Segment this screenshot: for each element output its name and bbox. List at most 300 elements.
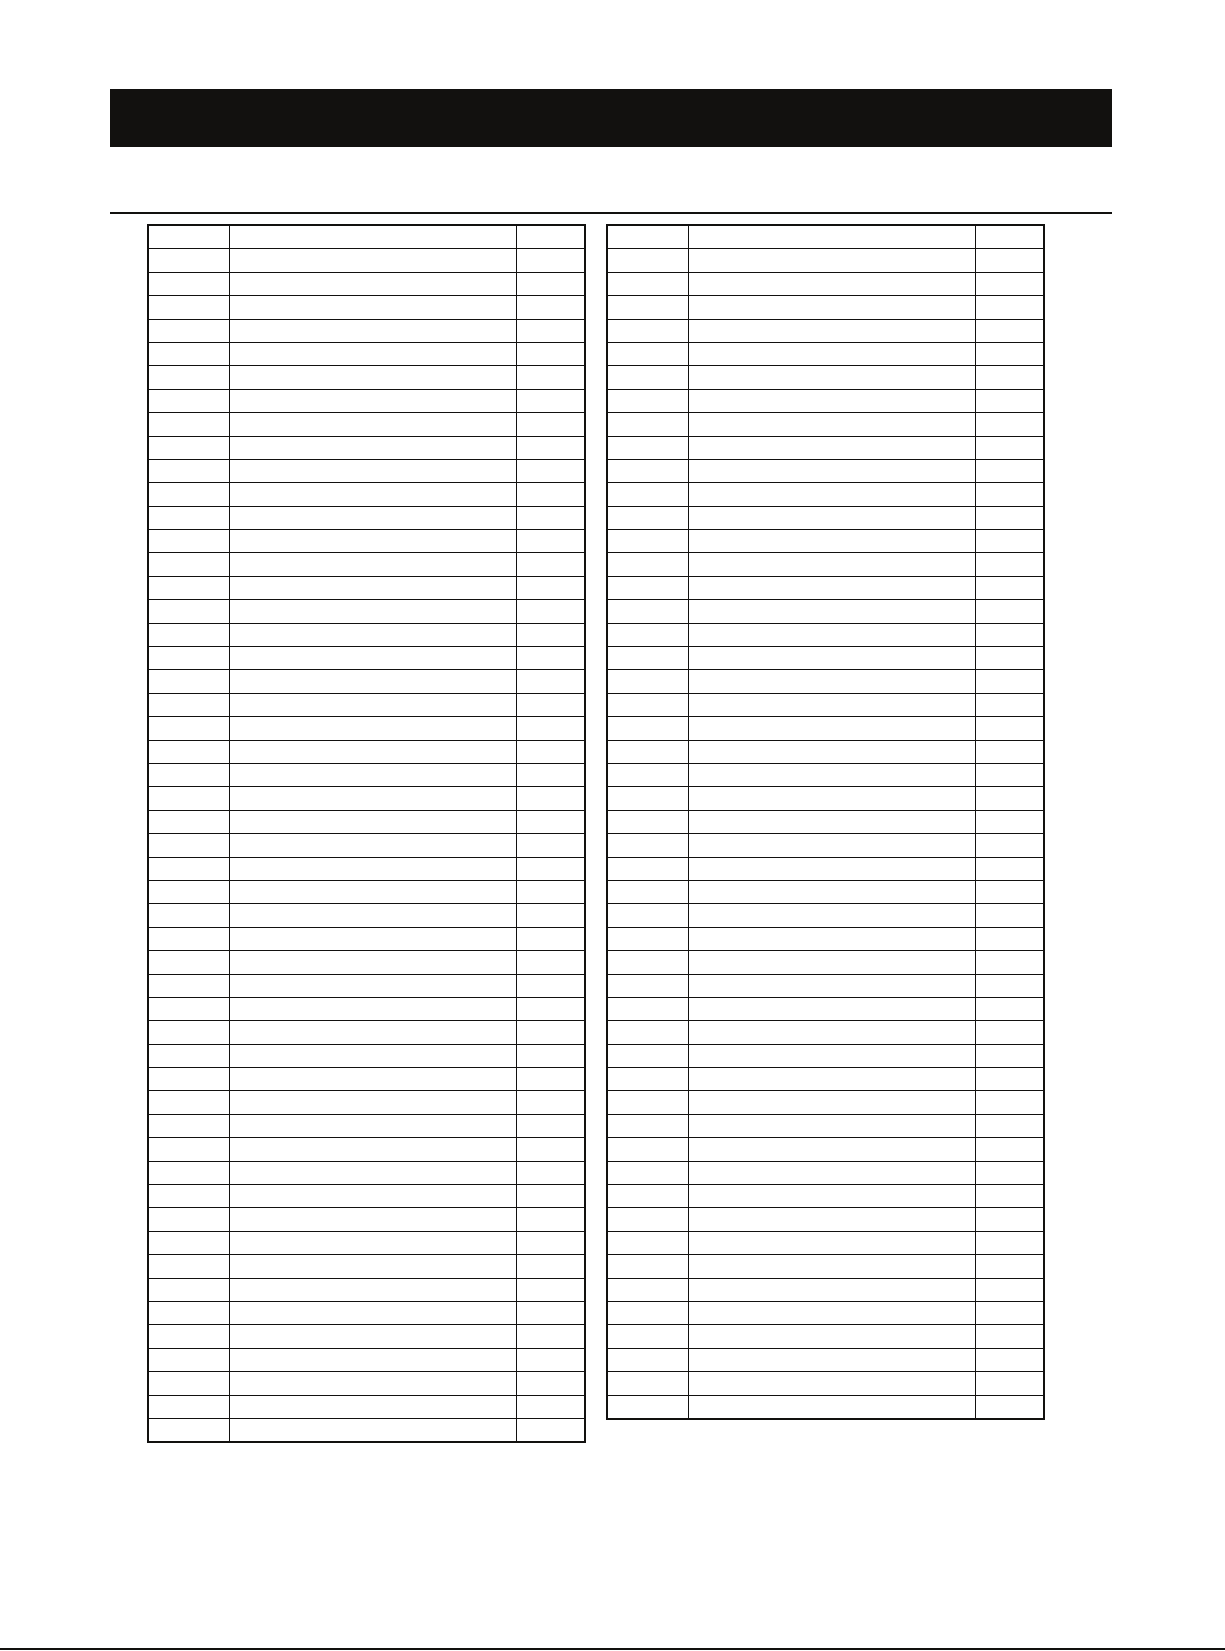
- row-number-cell: [148, 225, 229, 249]
- table-row: [607, 483, 1044, 506]
- row-number-cell: [607, 600, 688, 623]
- quantity-cell: [975, 904, 1044, 927]
- description-cell: [688, 600, 975, 623]
- table-row: [148, 693, 585, 716]
- table-row: [607, 904, 1044, 927]
- row-number-cell: [148, 787, 229, 810]
- table-row: [607, 1231, 1044, 1254]
- quantity-cell: [516, 436, 585, 459]
- description-cell: [229, 530, 516, 553]
- description-cell: [229, 553, 516, 576]
- description-cell: [229, 272, 516, 295]
- row-number-cell: [607, 927, 688, 950]
- quantity-cell: [516, 1278, 585, 1301]
- description-cell: [688, 740, 975, 763]
- row-number-cell: [148, 740, 229, 763]
- quantity-cell: [516, 1208, 585, 1231]
- table-row: [148, 1021, 585, 1044]
- quantity-cell: [516, 600, 585, 623]
- description-cell: [229, 974, 516, 997]
- description-cell: [229, 787, 516, 810]
- header-bar: [110, 89, 1112, 147]
- row-number-cell: [607, 740, 688, 763]
- row-number-cell: [607, 647, 688, 670]
- table-row: [148, 1301, 585, 1324]
- table-row: [607, 413, 1044, 436]
- row-number-cell: [607, 366, 688, 389]
- table-row: [607, 693, 1044, 716]
- row-number-cell: [607, 670, 688, 693]
- quantity-cell: [516, 834, 585, 857]
- table-row: [607, 553, 1044, 576]
- quantity-cell: [516, 740, 585, 763]
- table-row: [607, 763, 1044, 786]
- quantity-cell: [975, 857, 1044, 880]
- table-row: [148, 1231, 585, 1254]
- description-cell: [229, 670, 516, 693]
- table-row: [148, 997, 585, 1020]
- row-number-cell: [607, 483, 688, 506]
- row-number-cell: [148, 670, 229, 693]
- description-cell: [229, 1255, 516, 1278]
- description-cell: [229, 342, 516, 365]
- description-cell: [229, 1138, 516, 1161]
- row-number-cell: [148, 366, 229, 389]
- quantity-cell: [975, 717, 1044, 740]
- table-row: [148, 576, 585, 599]
- table-row: [148, 319, 585, 342]
- table-row: [607, 1325, 1044, 1348]
- table-row: [148, 1348, 585, 1371]
- quantity-cell: [975, 413, 1044, 436]
- description-cell: [688, 1372, 975, 1395]
- quantity-cell: [516, 1114, 585, 1137]
- quantity-cell: [516, 413, 585, 436]
- row-number-cell: [148, 1231, 229, 1254]
- description-cell: [688, 1231, 975, 1254]
- quantity-cell: [516, 1068, 585, 1091]
- description-cell: [229, 1348, 516, 1371]
- description-cell: [229, 880, 516, 903]
- table-row: [607, 647, 1044, 670]
- description-cell: [688, 530, 975, 553]
- row-number-cell: [607, 693, 688, 716]
- description-cell: [688, 974, 975, 997]
- row-number-cell: [148, 904, 229, 927]
- row-number-cell: [607, 623, 688, 646]
- quantity-cell: [975, 249, 1044, 272]
- parts-table-right: [606, 224, 1045, 1420]
- row-number-cell: [607, 880, 688, 903]
- row-number-cell: [148, 1325, 229, 1348]
- table-row: [148, 506, 585, 529]
- description-cell: [688, 997, 975, 1020]
- description-cell: [688, 1138, 975, 1161]
- description-cell: [229, 366, 516, 389]
- description-cell: [229, 810, 516, 833]
- row-number-cell: [607, 1395, 688, 1419]
- quantity-cell: [975, 1068, 1044, 1091]
- quantity-cell: [516, 1418, 585, 1442]
- table-row: [148, 342, 585, 365]
- quantity-cell: [516, 459, 585, 482]
- table-row: [148, 530, 585, 553]
- table-row: [607, 1395, 1044, 1419]
- row-number-cell: [148, 693, 229, 716]
- quantity-cell: [975, 623, 1044, 646]
- quantity-cell: [516, 342, 585, 365]
- quantity-cell: [975, 997, 1044, 1020]
- quantity-cell: [516, 997, 585, 1020]
- quantity-cell: [516, 787, 585, 810]
- table-row: [148, 1418, 585, 1442]
- row-number-cell: [148, 576, 229, 599]
- description-cell: [229, 1208, 516, 1231]
- table-row: [148, 1325, 585, 1348]
- quantity-cell: [975, 436, 1044, 459]
- table-row: [607, 249, 1044, 272]
- quantity-cell: [516, 951, 585, 974]
- row-number-cell: [607, 1091, 688, 1114]
- description-cell: [688, 1185, 975, 1208]
- row-number-cell: [148, 927, 229, 950]
- quantity-cell: [975, 1185, 1044, 1208]
- quantity-cell: [516, 483, 585, 506]
- table-row: [148, 1138, 585, 1161]
- description-cell: [229, 506, 516, 529]
- description-cell: [688, 506, 975, 529]
- quantity-cell: [975, 670, 1044, 693]
- quantity-cell: [516, 763, 585, 786]
- description-cell: [688, 436, 975, 459]
- table-row: [607, 857, 1044, 880]
- row-number-cell: [148, 342, 229, 365]
- row-number-cell: [607, 1372, 688, 1395]
- description-cell: [229, 296, 516, 319]
- table-row: [148, 927, 585, 950]
- quantity-cell: [975, 459, 1044, 482]
- quantity-cell: [516, 1021, 585, 1044]
- row-number-cell: [607, 319, 688, 342]
- table-row: [148, 389, 585, 412]
- row-number-cell: [607, 459, 688, 482]
- description-cell: [688, 1044, 975, 1067]
- description-cell: [229, 717, 516, 740]
- quantity-cell: [516, 576, 585, 599]
- description-cell: [229, 1278, 516, 1301]
- quantity-cell: [516, 880, 585, 903]
- row-number-cell: [607, 1021, 688, 1044]
- table-row: [148, 225, 585, 249]
- row-number-cell: [148, 1208, 229, 1231]
- quantity-cell: [975, 647, 1044, 670]
- description-cell: [229, 413, 516, 436]
- row-number-cell: [148, 389, 229, 412]
- description-cell: [688, 553, 975, 576]
- description-cell: [229, 249, 516, 272]
- row-number-cell: [148, 436, 229, 459]
- quantity-cell: [975, 1231, 1044, 1254]
- row-number-cell: [148, 459, 229, 482]
- description-cell: [688, 319, 975, 342]
- table-row: [607, 1278, 1044, 1301]
- row-number-cell: [148, 1138, 229, 1161]
- description-cell: [229, 927, 516, 950]
- table-row: [148, 600, 585, 623]
- description-cell: [229, 600, 516, 623]
- row-number-cell: [148, 1395, 229, 1418]
- row-number-cell: [148, 553, 229, 576]
- quantity-cell: [975, 1278, 1044, 1301]
- description-cell: [688, 1395, 975, 1419]
- description-cell: [688, 857, 975, 880]
- quantity-cell: [975, 225, 1044, 249]
- quantity-cell: [516, 857, 585, 880]
- quantity-cell: [975, 1114, 1044, 1137]
- table-row: [148, 670, 585, 693]
- table-row: [148, 1114, 585, 1137]
- table-row: [148, 553, 585, 576]
- description-cell: [229, 1091, 516, 1114]
- description-cell: [688, 1021, 975, 1044]
- table-row: [148, 1091, 585, 1114]
- description-cell: [688, 389, 975, 412]
- table-row: [148, 436, 585, 459]
- description-cell: [688, 904, 975, 927]
- table-row: [607, 600, 1044, 623]
- row-number-cell: [607, 763, 688, 786]
- quantity-cell: [975, 787, 1044, 810]
- row-number-cell: [607, 787, 688, 810]
- description-cell: [229, 951, 516, 974]
- table-row: [148, 880, 585, 903]
- row-number-cell: [607, 506, 688, 529]
- description-cell: [688, 225, 975, 249]
- table-row: [148, 296, 585, 319]
- row-number-cell: [607, 1161, 688, 1184]
- quantity-cell: [516, 1161, 585, 1184]
- quantity-cell: [975, 1021, 1044, 1044]
- row-number-cell: [607, 1138, 688, 1161]
- row-number-cell: [148, 1348, 229, 1371]
- row-number-cell: [607, 1185, 688, 1208]
- table-row: [607, 787, 1044, 810]
- description-cell: [229, 389, 516, 412]
- description-cell: [688, 717, 975, 740]
- description-cell: [688, 1114, 975, 1137]
- description-cell: [688, 880, 975, 903]
- row-number-cell: [148, 530, 229, 553]
- table-row: [148, 1185, 585, 1208]
- table-row: [607, 1138, 1044, 1161]
- table-row: [607, 1255, 1044, 1278]
- row-number-cell: [148, 1068, 229, 1091]
- quantity-cell: [975, 740, 1044, 763]
- quantity-cell: [975, 810, 1044, 833]
- table-row: [148, 647, 585, 670]
- row-number-cell: [148, 1418, 229, 1442]
- table-row: [607, 623, 1044, 646]
- quantity-cell: [516, 1372, 585, 1395]
- row-number-cell: [607, 1325, 688, 1348]
- quantity-cell: [975, 272, 1044, 295]
- description-cell: [229, 1161, 516, 1184]
- quantity-cell: [516, 249, 585, 272]
- quantity-cell: [516, 1231, 585, 1254]
- quantity-cell: [516, 389, 585, 412]
- table-row: [607, 1301, 1044, 1324]
- table-row: [148, 857, 585, 880]
- quantity-cell: [516, 670, 585, 693]
- table-row: [148, 459, 585, 482]
- table-row: [148, 810, 585, 833]
- row-number-cell: [607, 1348, 688, 1371]
- row-number-cell: [148, 810, 229, 833]
- row-number-cell: [148, 483, 229, 506]
- quantity-cell: [516, 1091, 585, 1114]
- row-number-cell: [148, 951, 229, 974]
- row-number-cell: [607, 1278, 688, 1301]
- quantity-cell: [516, 647, 585, 670]
- description-cell: [688, 249, 975, 272]
- row-number-cell: [607, 997, 688, 1020]
- quantity-cell: [516, 974, 585, 997]
- row-number-cell: [607, 553, 688, 576]
- table-row: [148, 483, 585, 506]
- table-row: [607, 389, 1044, 412]
- description-cell: [688, 693, 975, 716]
- row-number-cell: [607, 436, 688, 459]
- row-number-cell: [148, 600, 229, 623]
- description-cell: [229, 1301, 516, 1324]
- table-row: [607, 1044, 1044, 1067]
- description-cell: [688, 342, 975, 365]
- row-number-cell: [607, 413, 688, 436]
- quantity-cell: [975, 530, 1044, 553]
- table-row: [607, 1068, 1044, 1091]
- description-cell: [688, 1208, 975, 1231]
- table-row: [148, 717, 585, 740]
- table-row: [607, 927, 1044, 950]
- quantity-cell: [975, 693, 1044, 716]
- table-row: [607, 436, 1044, 459]
- table-row: [607, 530, 1044, 553]
- quantity-cell: [516, 1185, 585, 1208]
- row-number-cell: [148, 1185, 229, 1208]
- description-cell: [229, 436, 516, 459]
- table-row: [607, 1208, 1044, 1231]
- quantity-cell: [516, 1325, 585, 1348]
- quantity-cell: [516, 927, 585, 950]
- row-number-cell: [607, 904, 688, 927]
- quantity-cell: [975, 506, 1044, 529]
- table-row: [607, 1114, 1044, 1137]
- row-number-cell: [607, 857, 688, 880]
- description-cell: [229, 1325, 516, 1348]
- row-number-cell: [148, 1278, 229, 1301]
- description-cell: [229, 576, 516, 599]
- row-number-cell: [148, 1114, 229, 1137]
- description-cell: [688, 296, 975, 319]
- table-row: [607, 880, 1044, 903]
- description-cell: [229, 623, 516, 646]
- description-cell: [229, 1021, 516, 1044]
- row-number-cell: [148, 763, 229, 786]
- description-cell: [229, 763, 516, 786]
- quantity-cell: [516, 1044, 585, 1067]
- row-number-cell: [148, 997, 229, 1020]
- table-row: [607, 740, 1044, 763]
- quantity-cell: [975, 927, 1044, 950]
- quantity-cell: [516, 1138, 585, 1161]
- quantity-cell: [975, 1091, 1044, 1114]
- row-number-cell: [607, 1231, 688, 1254]
- row-number-cell: [607, 810, 688, 833]
- table-row: [148, 1208, 585, 1231]
- table-row: [607, 717, 1044, 740]
- row-number-cell: [148, 717, 229, 740]
- table-row: [148, 974, 585, 997]
- quantity-cell: [975, 319, 1044, 342]
- row-number-cell: [148, 1091, 229, 1114]
- row-number-cell: [607, 834, 688, 857]
- table-row: [148, 1044, 585, 1067]
- description-cell: [229, 1231, 516, 1254]
- table-row: [607, 1161, 1044, 1184]
- quantity-cell: [975, 342, 1044, 365]
- table-row: [148, 366, 585, 389]
- quantity-cell: [516, 225, 585, 249]
- table-row: [148, 272, 585, 295]
- row-number-cell: [148, 623, 229, 646]
- quantity-cell: [975, 1044, 1044, 1067]
- quantity-cell: [516, 1255, 585, 1278]
- description-cell: [688, 787, 975, 810]
- quantity-cell: [975, 1372, 1044, 1395]
- description-cell: [688, 927, 975, 950]
- description-cell: [688, 623, 975, 646]
- row-number-cell: [607, 272, 688, 295]
- table-row: [607, 810, 1044, 833]
- description-cell: [229, 693, 516, 716]
- table-row: [148, 1278, 585, 1301]
- description-cell: [688, 810, 975, 833]
- quantity-cell: [975, 576, 1044, 599]
- table-row: [148, 787, 585, 810]
- description-cell: [229, 1044, 516, 1067]
- quantity-cell: [975, 1161, 1044, 1184]
- description-cell: [688, 1325, 975, 1348]
- table-row: [148, 1395, 585, 1418]
- row-number-cell: [607, 342, 688, 365]
- description-cell: [229, 1114, 516, 1137]
- table-row: [607, 225, 1044, 249]
- table-row: [148, 834, 585, 857]
- quantity-cell: [516, 272, 585, 295]
- table-row: [607, 319, 1044, 342]
- section-divider: [110, 212, 1112, 214]
- row-number-cell: [607, 296, 688, 319]
- quantity-cell: [975, 1301, 1044, 1324]
- quantity-cell: [975, 1325, 1044, 1348]
- row-number-cell: [607, 530, 688, 553]
- quantity-cell: [516, 530, 585, 553]
- row-number-cell: [148, 249, 229, 272]
- quantity-cell: [516, 1301, 585, 1324]
- table-row: [607, 1348, 1044, 1371]
- row-number-cell: [607, 717, 688, 740]
- quantity-cell: [516, 1348, 585, 1371]
